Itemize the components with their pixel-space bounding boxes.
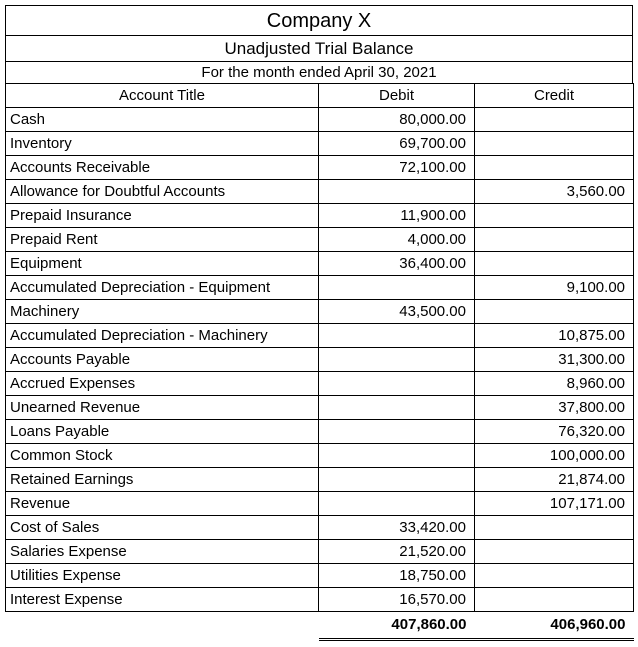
credit-cell [475, 540, 634, 564]
credit-cell [475, 300, 634, 324]
table-row [6, 300, 634, 324]
account-cell: Utilities Expense [6, 564, 319, 588]
column-header-debit: Debit [319, 84, 475, 108]
debit-cell [319, 324, 475, 348]
debit-cell [319, 492, 475, 516]
table-row [6, 588, 634, 612]
table-row [6, 348, 634, 372]
table-row [6, 132, 634, 156]
debit-cell: 43,500.00 [319, 300, 475, 324]
table-row [6, 108, 634, 132]
credit-cell [475, 564, 634, 588]
table-row [6, 444, 634, 468]
account-cell: Revenue [6, 492, 319, 516]
trial-balance-table [5, 83, 634, 641]
debit-cell: 72,100.00 [319, 156, 475, 180]
debit-cell [319, 372, 475, 396]
debit-cell: 69,700.00 [319, 132, 475, 156]
trial-balance-sheet [5, 5, 633, 641]
account-cell: Unearned Revenue [6, 396, 319, 420]
credit-cell [475, 204, 634, 228]
credit-cell: 107,171.00 [475, 492, 634, 516]
debit-cell: 11,900.00 [319, 204, 475, 228]
table-row [6, 228, 634, 252]
debit-cell: 21,520.00 [319, 540, 475, 564]
account-cell: Prepaid Rent [6, 228, 319, 252]
table-row [6, 252, 634, 276]
debit-cell: 33,420.00 [319, 516, 475, 540]
credit-cell: 31,300.00 [475, 348, 634, 372]
totals-label-cell [6, 612, 319, 640]
account-cell: Interest Expense [6, 588, 319, 612]
column-header-credit: Credit [475, 84, 634, 108]
debit-cell: 4,000.00 [319, 228, 475, 252]
table-row [6, 180, 634, 204]
credit-cell [475, 156, 634, 180]
credit-cell [475, 132, 634, 156]
credit-cell [475, 228, 634, 252]
table-row [6, 276, 634, 300]
table-row [6, 420, 634, 444]
credit-cell: 3,560.00 [475, 180, 634, 204]
account-cell: Prepaid Insurance [6, 204, 319, 228]
account-cell: Salaries Expense [6, 540, 319, 564]
debit-cell [319, 348, 475, 372]
credit-cell [475, 108, 634, 132]
column-header-row [6, 84, 634, 108]
debit-cell [319, 180, 475, 204]
credit-cell: 100,000.00 [475, 444, 634, 468]
debit-cell [319, 396, 475, 420]
account-cell: Accrued Expenses [6, 372, 319, 396]
account-cell: Accumulated Depreciation - Machinery [6, 324, 319, 348]
credit-cell [475, 516, 634, 540]
table-row [6, 516, 634, 540]
account-cell: Loans Payable [6, 420, 319, 444]
column-header-account: Account Title [6, 84, 319, 108]
credit-cell: 21,874.00 [475, 468, 634, 492]
account-cell: Common Stock [6, 444, 319, 468]
account-cell: Inventory [6, 132, 319, 156]
table-row [6, 468, 634, 492]
total-credit: 406,960.00 [475, 612, 634, 640]
debit-cell: 36,400.00 [319, 252, 475, 276]
account-cell: Equipment [6, 252, 319, 276]
account-cell: Retained Earnings [6, 468, 319, 492]
table-row [6, 204, 634, 228]
account-cell: Cash [6, 108, 319, 132]
credit-cell: 76,320.00 [475, 420, 634, 444]
credit-cell: 10,875.00 [475, 324, 634, 348]
table-row [6, 396, 634, 420]
account-cell: Accounts Receivable [6, 156, 319, 180]
credit-cell: 9,100.00 [475, 276, 634, 300]
account-cell: Accumulated Depreciation - Equipment [6, 276, 319, 300]
table-row [6, 156, 634, 180]
account-cell: Machinery [6, 300, 319, 324]
account-cell: Cost of Sales [6, 516, 319, 540]
table-row [6, 564, 634, 588]
debit-cell: 16,570.00 [319, 588, 475, 612]
table-row [6, 492, 634, 516]
debit-cell: 80,000.00 [319, 108, 475, 132]
company-name: Company X [5, 5, 633, 35]
account-cell: Allowance for Doubtful Accounts [6, 180, 319, 204]
report-period: For the month ended April 30, 2021 [5, 61, 633, 83]
table-row [6, 372, 634, 396]
report-title: Unadjusted Trial Balance [5, 35, 633, 61]
debit-cell [319, 276, 475, 300]
debit-cell [319, 444, 475, 468]
table-row [6, 540, 634, 564]
credit-cell: 37,800.00 [475, 396, 634, 420]
credit-cell [475, 588, 634, 612]
table-row [6, 324, 634, 348]
debit-cell [319, 468, 475, 492]
totals-row [6, 612, 634, 640]
credit-cell [475, 252, 634, 276]
account-cell: Accounts Payable [6, 348, 319, 372]
account-rows [6, 108, 634, 612]
debit-cell: 18,750.00 [319, 564, 475, 588]
debit-cell [319, 420, 475, 444]
total-debit: 407,860.00 [319, 612, 475, 640]
credit-cell: 8,960.00 [475, 372, 634, 396]
